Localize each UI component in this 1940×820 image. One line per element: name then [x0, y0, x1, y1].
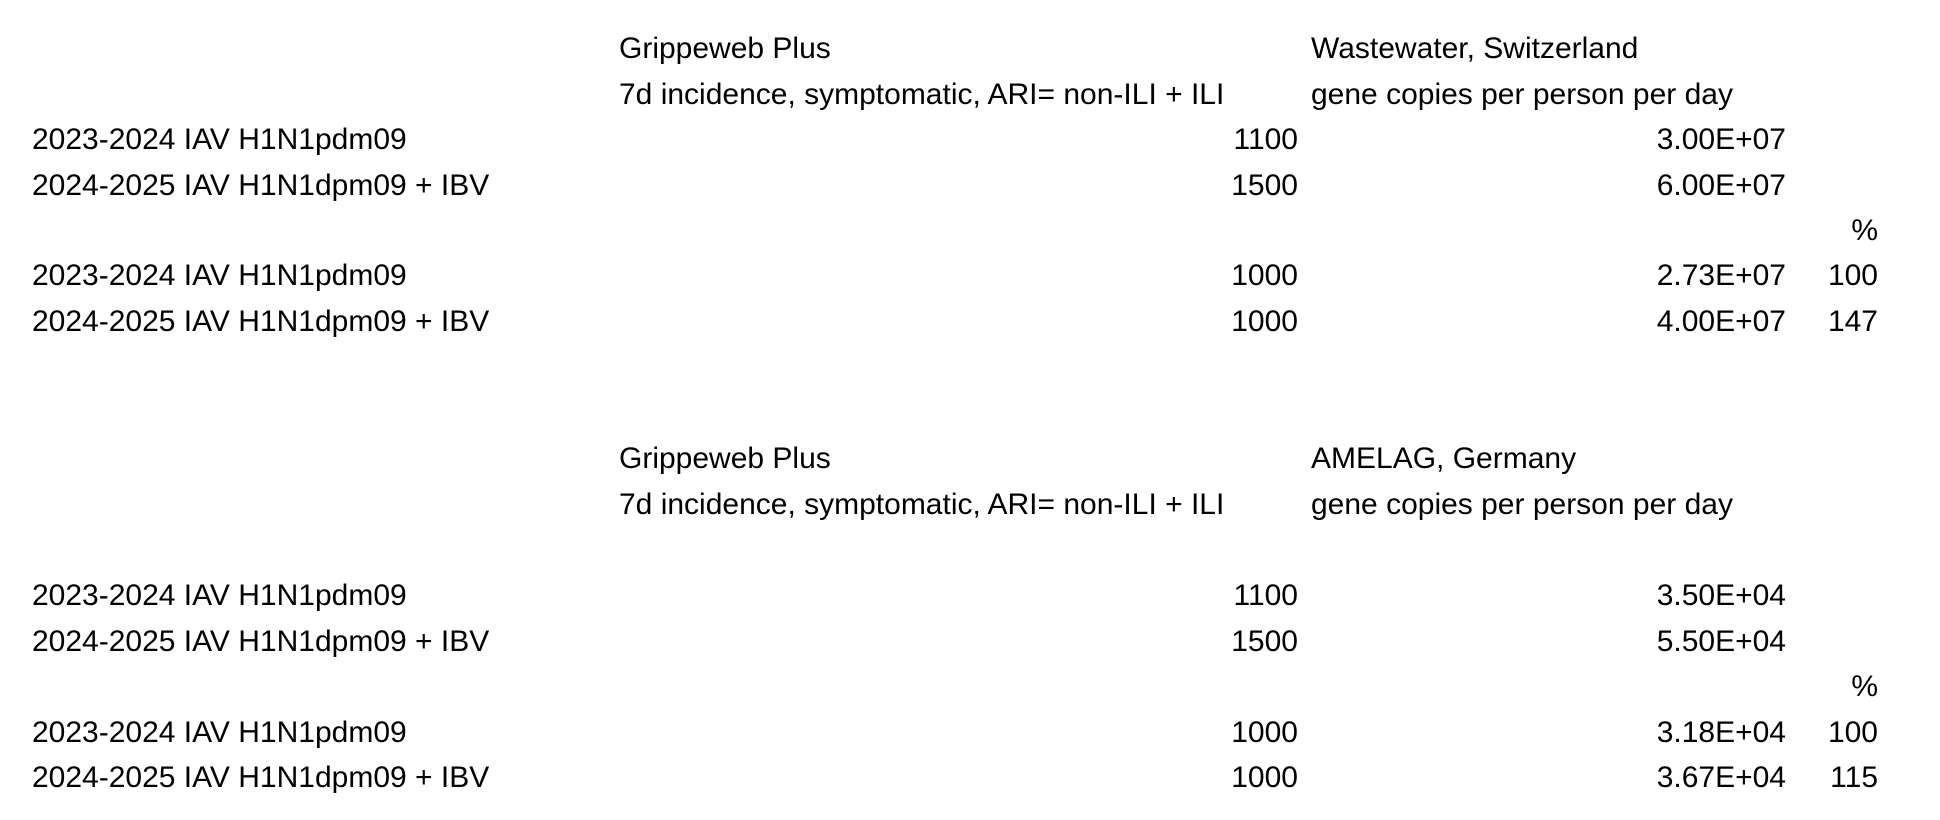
block1-raw-row2-label: 2024-2025 IAV H1N1dpm09 + IBV	[32, 169, 490, 202]
block1-norm-row1-percent: 100	[1827, 259, 1878, 292]
block2-norm-row1-percent: 100	[1827, 716, 1878, 749]
block2-norm-row1-incidence: 1000	[1231, 716, 1298, 749]
block2-grippeweb-title: Grippeweb Plus	[619, 442, 831, 475]
block1-raw-row2-wastewater: 6.00E+07	[1656, 169, 1786, 202]
block2-percent-header: %	[1851, 670, 1878, 703]
block2-norm-row1-wastewater: 3.18E+04	[1656, 716, 1786, 749]
block2-norm-row2-incidence: 1000	[1231, 761, 1298, 794]
block1-raw-row1-label: 2023-2024 IAV H1N1pdm09	[32, 123, 407, 156]
block2-raw-row2-incidence: 1500	[1231, 625, 1298, 658]
block2-raw-row1-incidence: 1100	[1233, 579, 1298, 612]
block2-norm-row1-label: 2023-2024 IAV H1N1pdm09	[32, 716, 407, 749]
block2-raw-row2-wastewater: 5.50E+04	[1656, 625, 1786, 658]
block2-norm-row2-wastewater: 3.67E+04	[1656, 761, 1786, 794]
block2-grippeweb-subtitle: 7d incidence, symptomatic, ARI= non-ILI + ILI	[619, 488, 1225, 521]
block1-norm-row1-incidence: 1000	[1231, 259, 1298, 292]
block1-norm-row1-label: 2023-2024 IAV H1N1pdm09	[32, 259, 407, 292]
block1-wastewater-title: Wastewater, Switzerland	[1311, 32, 1639, 65]
block1-norm-row2-incidence: 1000	[1231, 305, 1298, 338]
block1-norm-row2-label: 2024-2025 IAV H1N1dpm09 + IBV	[32, 305, 490, 338]
block1-percent-header: %	[1851, 214, 1878, 247]
block2-raw-row2-label: 2024-2025 IAV H1N1dpm09 + IBV	[32, 625, 490, 658]
block1-raw-row2-incidence: 1500	[1231, 169, 1298, 202]
block2-amelag-subtitle: gene copies per person per day	[1311, 488, 1733, 521]
block2-norm-row2-percent: 115	[1830, 761, 1878, 794]
block1-grippeweb-title: Grippeweb Plus	[619, 32, 831, 65]
block1-grippeweb-subtitle: 7d incidence, symptomatic, ARI= non-ILI + ILI	[619, 78, 1225, 111]
block1-norm-row1-wastewater: 2.73E+07	[1656, 259, 1786, 292]
block2-amelag-title: AMELAG, Germany	[1311, 442, 1577, 475]
block1-raw-row1-wastewater: 3.00E+07	[1656, 123, 1786, 156]
block1-wastewater-subtitle: gene copies per person per day	[1311, 78, 1733, 111]
block2-norm-row2-label: 2024-2025 IAV H1N1dpm09 + IBV	[32, 761, 490, 794]
block2-raw-row1-wastewater: 3.50E+04	[1656, 579, 1786, 612]
block1-norm-row2-percent: 147	[1827, 305, 1878, 338]
block1-raw-row1-incidence: 1100	[1233, 123, 1298, 156]
block1-norm-row2-wastewater: 4.00E+07	[1656, 305, 1786, 338]
block2-raw-row1-label: 2023-2024 IAV H1N1pdm09	[32, 579, 407, 612]
